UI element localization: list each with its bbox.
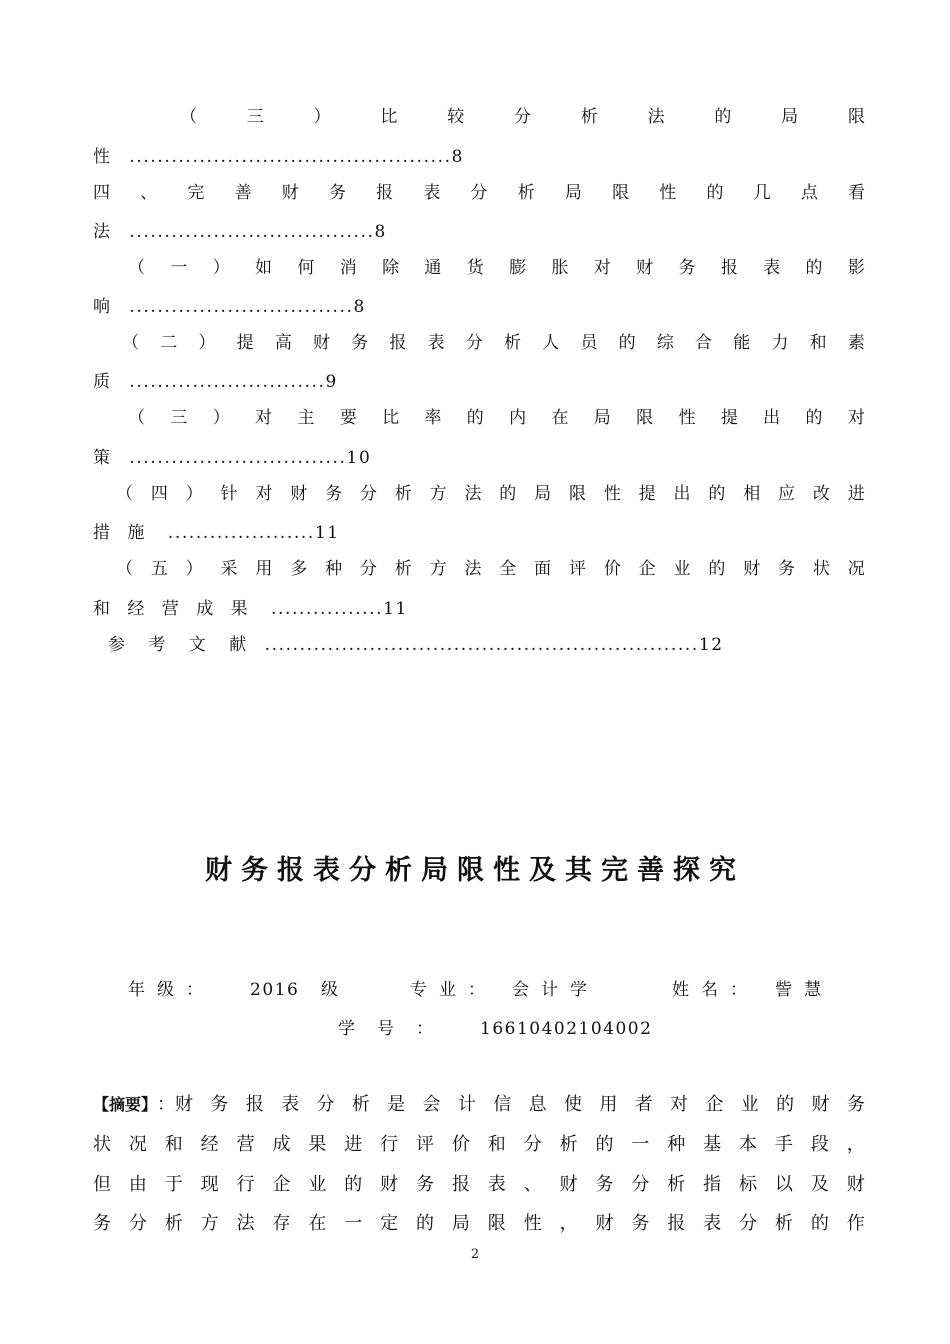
char: 计 — [457, 1094, 476, 1115]
char: ， — [846, 1134, 865, 1155]
char: 一 — [344, 1213, 363, 1234]
char: 分 — [128, 1213, 147, 1234]
char: 法 — [647, 107, 665, 127]
char: 财 — [743, 559, 761, 579]
char: 、 — [140, 183, 158, 203]
char: 提 — [236, 333, 254, 353]
char: （ — [116, 559, 133, 579]
char: 和 — [487, 1134, 506, 1155]
char: 种 — [667, 1134, 686, 1155]
char: ） — [185, 559, 203, 579]
char: 务 — [328, 183, 346, 203]
char: 人 — [542, 333, 560, 353]
char: 提 — [638, 484, 656, 504]
char: 高 — [274, 333, 292, 353]
char: 是 — [387, 1094, 406, 1115]
toc-leader-page: ...............................10 — [129, 448, 372, 468]
char: 应 — [778, 484, 796, 504]
char: 用 — [599, 1094, 618, 1115]
char: 局 — [451, 1213, 470, 1234]
char: 分 — [739, 1213, 758, 1234]
char: 、 — [523, 1174, 542, 1195]
char: 员 — [580, 333, 598, 353]
char: 法 — [236, 1213, 255, 1234]
toc-entry-1-line-b[interactable] — [93, 144, 865, 170]
abstract-line-2 — [93, 1130, 865, 1160]
char: 务 — [416, 1174, 435, 1195]
toc-entry-text: 措 施 — [93, 523, 151, 543]
char: 局 — [593, 408, 611, 428]
char: 对 — [847, 408, 865, 428]
toc-entry-4-line-a[interactable] — [122, 330, 865, 356]
char: 析 — [774, 1213, 793, 1234]
paper-title: 财务报表分析局限性及其完善探究 — [205, 855, 745, 886]
abstract-line-3 — [93, 1170, 865, 1200]
toc-entry-text: 质 — [93, 372, 110, 392]
char: 经 — [200, 1134, 219, 1155]
char: 方 — [200, 1213, 219, 1234]
char: 分 — [523, 1134, 542, 1155]
char: 分 — [470, 183, 488, 203]
char: 三 — [246, 107, 264, 127]
char: 何 — [297, 258, 315, 278]
char: 状 — [812, 559, 830, 579]
char: 通 — [424, 258, 442, 278]
char: 析 — [164, 1213, 183, 1234]
char: 表 — [763, 258, 781, 278]
toc-entry-7-line-b[interactable] — [93, 596, 865, 622]
char: 性 — [678, 408, 696, 428]
toc-entry-2-line-b[interactable] — [93, 219, 865, 245]
toc-entry-text: 法 — [93, 222, 110, 242]
char: 业 — [740, 1094, 759, 1115]
char: 对 — [255, 408, 273, 428]
char: ：财 — [157, 1094, 194, 1115]
char: 出 — [673, 484, 691, 504]
char: 的 — [706, 183, 724, 203]
meta-grade — [128, 977, 215, 1003]
char: 者 — [634, 1094, 653, 1115]
toc-entry-text: 性 — [93, 147, 110, 167]
char: 分 — [359, 559, 377, 579]
toc-entry-6-line-b[interactable] — [93, 520, 865, 546]
char: 财 — [313, 333, 331, 353]
char: 的 — [344, 1174, 363, 1195]
char: 企 — [638, 559, 656, 579]
char: 分 — [513, 107, 531, 127]
char: 报 — [245, 1094, 264, 1115]
char: 方 — [429, 559, 447, 579]
toc-leader-page: ................11 — [271, 599, 408, 619]
char: 析 — [580, 107, 598, 127]
char: 针 — [220, 484, 238, 504]
char: 改 — [812, 484, 830, 504]
char: 价 — [451, 1134, 470, 1155]
toc-entry-5-line-b[interactable] — [93, 445, 865, 471]
char: 的 — [805, 258, 823, 278]
char: ） — [198, 333, 216, 353]
char: 限 — [487, 1213, 506, 1234]
page-number: 2 — [470, 1247, 480, 1262]
char: 方 — [429, 484, 447, 504]
char: 行 — [236, 1174, 255, 1195]
toc-entry-2-line-a[interactable] — [93, 180, 865, 206]
char: 和 — [164, 1134, 183, 1155]
char: 对 — [670, 1094, 689, 1115]
char: 评 — [416, 1134, 435, 1155]
char: 段 — [810, 1134, 829, 1155]
char: 相 — [743, 484, 761, 504]
char: 行 — [380, 1134, 399, 1155]
char: 的 — [776, 1094, 795, 1115]
toc-entry-text: 策 — [93, 448, 110, 468]
char: 务 — [678, 258, 696, 278]
char: 分 — [359, 484, 377, 504]
char: 四 — [93, 183, 110, 203]
char: 一 — [631, 1134, 650, 1155]
char: 况 — [847, 559, 865, 579]
char: 况 — [128, 1134, 147, 1155]
char: 四 — [150, 484, 168, 504]
abstract-line-1 — [93, 1090, 865, 1120]
char: 膨 — [509, 258, 527, 278]
char: 报 — [667, 1213, 686, 1234]
abstract-line-1-text — [157, 1090, 865, 1120]
char: 成 — [272, 1134, 291, 1155]
char: 业 — [308, 1174, 327, 1195]
char: 能 — [733, 333, 751, 353]
char: 除 — [382, 258, 400, 278]
char: 务 — [595, 1174, 614, 1195]
char: 务 — [93, 1213, 111, 1234]
grade-suffix: 级 — [321, 980, 350, 1000]
char: 局 — [564, 183, 582, 203]
char: 完 — [187, 183, 205, 203]
char: 提 — [720, 408, 738, 428]
char: 法 — [464, 484, 482, 504]
abstract-line-4 — [93, 1209, 865, 1239]
char: 指 — [703, 1174, 722, 1195]
char: 报 — [720, 258, 738, 278]
char: 财 — [636, 258, 654, 278]
char: 评 — [568, 559, 586, 579]
char: 进 — [344, 1134, 363, 1155]
char: 五 — [150, 559, 168, 579]
char: 局 — [534, 484, 552, 504]
char: 务 — [351, 333, 369, 353]
char: 一 — [170, 258, 188, 278]
char: 务 — [210, 1094, 229, 1115]
char: 状 — [93, 1134, 111, 1155]
char: 的 — [810, 1213, 829, 1234]
char: 全 — [499, 559, 517, 579]
char: 析 — [394, 559, 412, 579]
student-id-label: 学号： — [338, 1019, 455, 1039]
char: 的 — [708, 484, 726, 504]
char: 性 — [603, 484, 621, 504]
toc-entry-7-line-a[interactable] — [116, 556, 865, 582]
char: 主 — [297, 408, 315, 428]
char: 胀 — [551, 258, 569, 278]
char: 手 — [774, 1134, 793, 1155]
char: 营 — [236, 1134, 255, 1155]
char: （ — [128, 408, 145, 428]
char: 的 — [416, 1213, 435, 1234]
char: 作 — [846, 1213, 865, 1234]
toc-entry-3-line-a[interactable] — [128, 255, 865, 281]
char: 素 — [847, 333, 865, 353]
char: 果 — [308, 1134, 327, 1155]
char: 综 — [656, 333, 674, 353]
char: 二 — [160, 333, 178, 353]
char: 的 — [595, 1134, 614, 1155]
char: 点 — [800, 183, 818, 203]
char: 在 — [308, 1213, 327, 1234]
char: 会 — [422, 1094, 441, 1115]
char: 析 — [517, 183, 535, 203]
char: 标 — [739, 1174, 758, 1195]
char: 表 — [427, 333, 445, 353]
char: 善 — [234, 183, 252, 203]
char: 析 — [559, 1134, 578, 1155]
char: 比 — [380, 107, 398, 127]
char: 要 — [339, 408, 357, 428]
char: （ — [128, 258, 145, 278]
char: 限 — [636, 408, 654, 428]
major-label: 专业： — [410, 980, 497, 1000]
char: 如 — [255, 258, 273, 278]
toc-leader-page: ...................................8 — [129, 222, 387, 242]
char: 局 — [781, 107, 799, 127]
char: 企 — [705, 1094, 724, 1115]
char: 但 — [93, 1174, 111, 1195]
char: 用 — [255, 559, 273, 579]
char: 析 — [351, 1094, 370, 1115]
char: 业 — [673, 559, 691, 579]
char: 几 — [753, 183, 771, 203]
char: 财 — [559, 1174, 578, 1195]
char: 的 — [805, 408, 823, 428]
char: 息 — [528, 1094, 547, 1115]
char: 分 — [631, 1174, 650, 1195]
char: 看 — [848, 183, 865, 203]
char: （ — [122, 333, 139, 353]
char: 性 — [523, 1213, 542, 1234]
char: 货 — [466, 258, 484, 278]
char: 报 — [389, 333, 407, 353]
char: ） — [185, 484, 203, 504]
char: 财 — [595, 1213, 614, 1234]
char: 财 — [846, 1174, 865, 1195]
char: 表 — [281, 1094, 300, 1115]
char: 限 — [847, 107, 865, 127]
char: 报 — [451, 1174, 470, 1195]
toc-entry-4-line-b[interactable] — [93, 369, 865, 395]
char: 由 — [128, 1174, 147, 1195]
student-id-value: 16610402104002 — [480, 1019, 653, 1039]
char: 出 — [763, 408, 781, 428]
char: 价 — [603, 559, 621, 579]
char: 本 — [739, 1134, 758, 1155]
char: 分 — [465, 333, 483, 353]
char: 财 — [811, 1094, 830, 1115]
abstract-label: 【摘要】 — [93, 1095, 158, 1114]
char: 使 — [563, 1094, 582, 1115]
char: 比 — [382, 408, 400, 428]
char: 财 — [281, 183, 299, 203]
char: 以 — [774, 1174, 793, 1195]
char: 较 — [447, 107, 465, 127]
name-value: 訾慧 — [775, 980, 833, 1000]
toc-entry-5-line-a[interactable] — [128, 405, 865, 431]
char: 表 — [703, 1213, 722, 1234]
char: 定 — [380, 1213, 399, 1234]
char: 信 — [493, 1094, 512, 1115]
toc-entry-1-line-a[interactable] — [180, 104, 865, 130]
char: 种 — [325, 559, 343, 579]
grade-value: 2016 — [250, 980, 300, 1000]
char: 的 — [618, 333, 636, 353]
char: （ — [180, 107, 197, 127]
toc-entry-text: 响 — [93, 297, 110, 317]
char: 分 — [316, 1094, 335, 1115]
char: ， — [559, 1213, 578, 1234]
char: 三 — [170, 408, 188, 428]
toc-entry-references[interactable] — [108, 632, 865, 658]
char: 的 — [708, 559, 726, 579]
char: 的 — [714, 107, 732, 127]
char: 报 — [376, 183, 394, 203]
char: 和 — [809, 333, 827, 353]
char: 析 — [504, 333, 522, 353]
char: 采 — [220, 559, 238, 579]
char: 率 — [424, 408, 442, 428]
char: 现 — [200, 1174, 219, 1195]
char: 务 — [778, 559, 796, 579]
char: ） — [212, 408, 230, 428]
char: 于 — [164, 1174, 183, 1195]
char: 析 — [394, 484, 412, 504]
name-label: 姓名： — [672, 980, 759, 1000]
char: 表 — [423, 183, 441, 203]
char: 对 — [593, 258, 611, 278]
char: ） — [313, 107, 331, 127]
toc-entry-3-line-b[interactable] — [93, 294, 865, 320]
char: （ — [116, 484, 133, 504]
char: 进 — [847, 484, 865, 504]
char: 性 — [659, 183, 677, 203]
char: 务 — [631, 1213, 650, 1234]
char: 面 — [534, 559, 552, 579]
toc-entry-text: 和 经 营 成 果 — [93, 599, 254, 619]
char: 表 — [487, 1174, 506, 1195]
char: 限 — [612, 183, 630, 203]
char: ） — [212, 258, 230, 278]
toc-leader-page: ................................8 — [129, 297, 366, 317]
char: 务 — [846, 1094, 865, 1115]
char: 的 — [466, 408, 484, 428]
char: 务 — [325, 484, 343, 504]
char: 法 — [464, 559, 482, 579]
char: 财 — [380, 1174, 399, 1195]
char: 的 — [499, 484, 517, 504]
char: 消 — [339, 258, 357, 278]
char: 析 — [667, 1174, 686, 1195]
char: 合 — [695, 333, 713, 353]
char: 力 — [771, 333, 789, 353]
char: 存 — [272, 1213, 291, 1234]
toc-leader-page: ..............................................8 — [129, 147, 464, 167]
toc-entry-text: 参 考 文 献 — [108, 635, 256, 655]
char: 限 — [568, 484, 586, 504]
grade-label: 年级： — [128, 980, 215, 1000]
char: 企 — [272, 1174, 291, 1195]
char: 影 — [847, 258, 865, 278]
char: 及 — [810, 1174, 829, 1195]
major-value: 会计学 — [512, 980, 599, 1000]
char: 财 — [290, 484, 308, 504]
char: 对 — [255, 484, 273, 504]
char: 内 — [509, 408, 527, 428]
char: 基 — [703, 1134, 722, 1155]
toc-entry-6-line-a[interactable] — [116, 481, 865, 507]
toc-leader-page: ............................9 — [129, 372, 338, 392]
char: 多 — [290, 559, 308, 579]
toc-leader-page: ..............................................................12 — [264, 635, 724, 655]
toc-leader-page: .....................11 — [167, 523, 340, 543]
char: 在 — [551, 408, 569, 428]
